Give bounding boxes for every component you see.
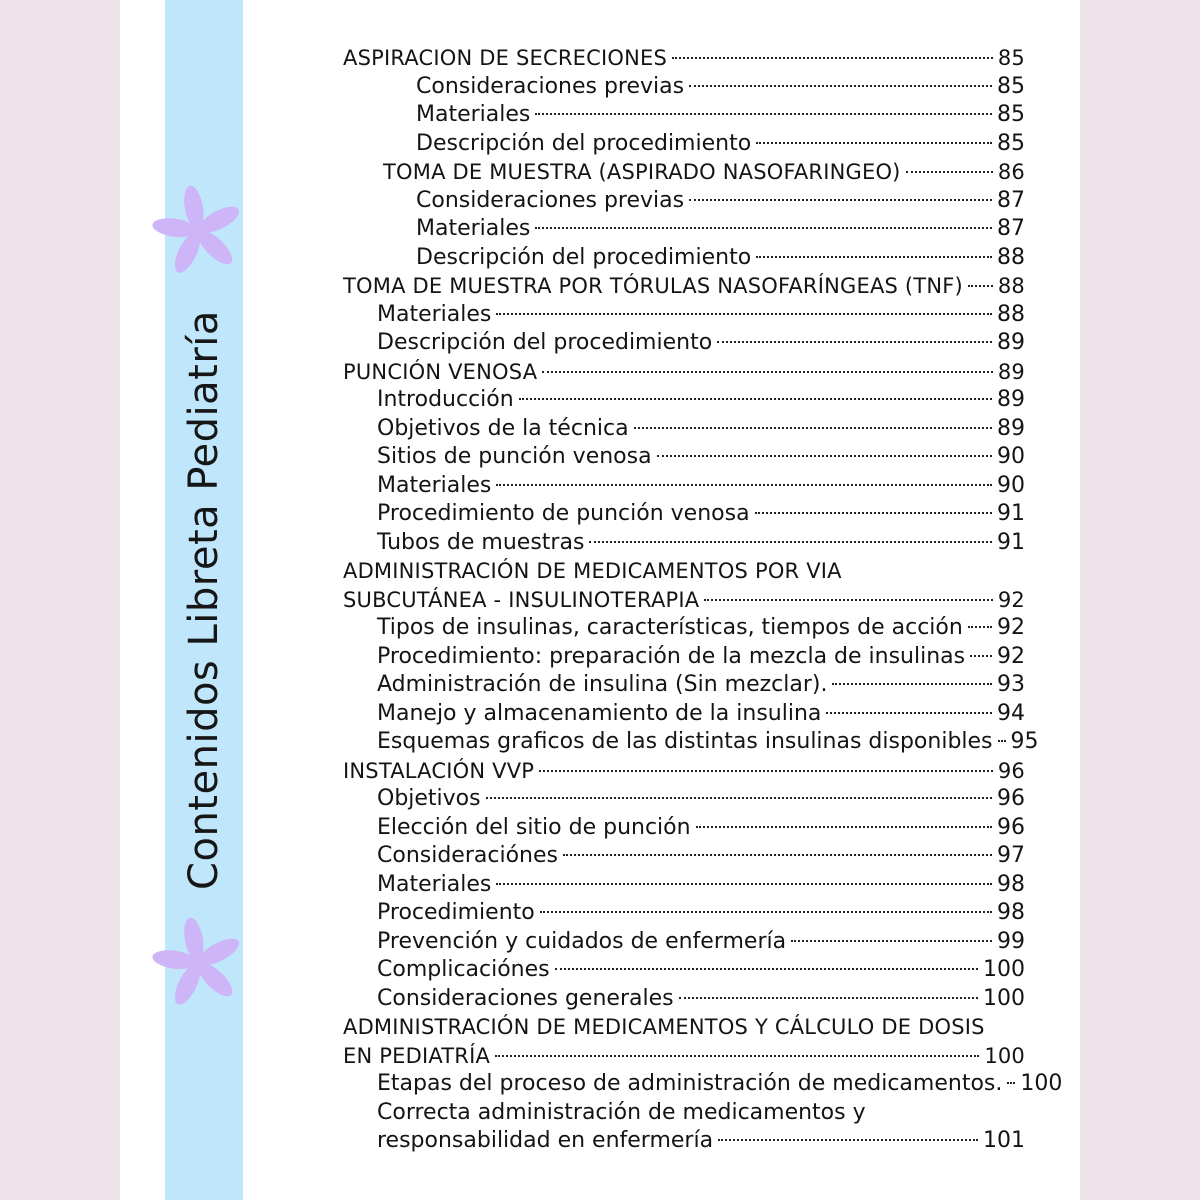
toc-entry-page: 89 — [997, 359, 1025, 384]
dot-leader — [826, 712, 992, 714]
toc-entry-title: TOMA DE MUESTRA POR TÓRULAS NASOFARÍNGEAS (TNF) — [343, 274, 963, 298]
toc-entry — [343, 1099, 1025, 1128]
toc-entry — [343, 928, 1025, 957]
toc-entry-title: Procedimiento — [377, 900, 535, 925]
toc-entry — [343, 500, 1025, 529]
dot-leader — [496, 313, 992, 315]
toc-entry-title: SUBCUTÁNEA - INSULINOTERAPIA — [343, 587, 700, 612]
toc-entry-page: 85 — [997, 73, 1025, 99]
toc-entry — [343, 785, 1025, 814]
toc-entry — [343, 614, 1025, 643]
toc-entry-page: 85 — [997, 46, 1025, 70]
toc-entry — [343, 386, 1025, 415]
dot-leader — [540, 911, 992, 913]
dot-leader — [970, 655, 992, 657]
dot-leader — [657, 455, 992, 457]
toc-entry — [343, 187, 1025, 216]
dot-leader — [496, 484, 992, 486]
toc-entry-page: 100 — [1020, 1071, 1063, 1096]
dot-leader — [539, 770, 993, 772]
toc-entry — [343, 44, 1025, 73]
toc-entry-title: Sitios de punción venosa — [377, 444, 652, 469]
toc-entry — [343, 272, 1025, 301]
toc-entry-title: Materiales — [377, 301, 492, 327]
toc-entry-page: 85 — [997, 102, 1025, 127]
toc-entry-page: 96 — [997, 758, 1025, 783]
toc-entry — [343, 1070, 1063, 1099]
dot-leader — [696, 826, 992, 828]
toc-entry-page: 87 — [997, 216, 1025, 241]
dot-leader — [496, 883, 992, 885]
toc-entry — [343, 215, 1025, 244]
toc-entry-title: Esquemas graficos de las distintas insulinas disponibles — [377, 729, 993, 754]
toc-entry-page: 100 — [984, 1043, 1025, 1068]
flower-icon — [150, 183, 246, 279]
toc-entry-page: 101 — [983, 1128, 1025, 1153]
toc-entry-page: 94 — [997, 700, 1025, 726]
toc-entry — [343, 1013, 1025, 1042]
dot-leader — [589, 541, 992, 543]
toc-entry — [343, 557, 1025, 586]
toc-entry-title: Procedimiento de punción venosa — [377, 501, 750, 526]
dot-leader — [555, 968, 978, 970]
toc-entry — [343, 130, 1025, 159]
dot-leader — [672, 57, 993, 59]
toc-entry-title: Materiales — [377, 472, 492, 498]
toc-entry-page: 90 — [997, 444, 1025, 469]
toc-entry-title: Complicaciónes — [377, 957, 550, 982]
toc-entry-page: 85 — [997, 130, 1025, 156]
dot-leader — [634, 427, 992, 429]
toc-entry-page: 93 — [997, 672, 1025, 697]
toc-entry-page: 87 — [997, 187, 1025, 213]
dot-leader — [486, 797, 992, 799]
toc-entry-page: 100 — [983, 985, 1025, 1011]
dot-leader — [998, 740, 1006, 742]
toc-entry-page: 91 — [997, 501, 1025, 526]
toc-entry — [343, 244, 1025, 273]
side-title: Contenidos Libreta Pediatría — [181, 310, 227, 890]
toc-entry — [343, 956, 1025, 985]
toc-entry-title: Objetivos — [377, 786, 481, 811]
toc-entry-title: Materiales — [416, 216, 531, 241]
toc-entry — [343, 529, 1025, 558]
toc-entry-page: 88 — [997, 244, 1025, 270]
toc-entry-title: Correcta administración de medicamentos y — [377, 1099, 866, 1125]
toc-entry-page: 89 — [997, 330, 1025, 355]
dot-leader — [756, 256, 992, 258]
toc-entry-title: Manejo y almacenamiento de la insulina — [377, 700, 822, 726]
dot-leader — [968, 626, 992, 628]
toc-entry — [343, 643, 1025, 672]
toc-entry — [343, 158, 1025, 187]
toc-entry — [343, 985, 1025, 1014]
toc-entry-page: 90 — [997, 472, 1025, 498]
toc-entry-page: 98 — [997, 900, 1025, 925]
dot-leader — [717, 341, 992, 343]
dot-leader — [718, 1139, 978, 1141]
dot-leader — [756, 142, 992, 144]
dot-leader — [755, 512, 992, 514]
toc-entry-title: Prevención y cuidados de enfermería — [377, 928, 787, 954]
toc-entry-title: Introducción — [377, 387, 514, 412]
toc-entry-title: Tipos de insulinas, características, tiempos de acción — [377, 615, 963, 640]
toc-entry — [343, 443, 1025, 472]
toc-entry-page: 86 — [997, 160, 1025, 184]
toc-entry-page: 89 — [997, 415, 1025, 441]
toc-entry — [343, 700, 1025, 729]
toc-entry — [343, 899, 1025, 928]
dot-leader — [704, 599, 993, 601]
toc-entry-title: Etapas del proceso de administración de medicamentos. — [377, 1071, 1003, 1096]
toc-entry-page: 100 — [983, 957, 1025, 982]
toc-entry-title: ASPIRACION DE SECRECIONES — [343, 46, 667, 70]
toc-entry-page: 98 — [997, 871, 1025, 897]
toc-entry-page: 96 — [997, 786, 1025, 811]
toc-entry-page: 88 — [997, 274, 1025, 298]
toc-entry — [343, 871, 1025, 900]
toc-entry — [343, 1042, 1025, 1071]
toc-entry-title: Descripción del procedimiento — [377, 330, 713, 355]
dot-leader — [689, 85, 992, 87]
dot-leader — [535, 113, 992, 115]
toc-entry-title: ADMINISTRACIÓN DE MEDICAMENTOS Y CÁLCULO DE DOSIS — [343, 1015, 985, 1039]
toc-entry-page: 95 — [1010, 729, 1039, 754]
toc-entry-title: Consideraciones previas — [416, 187, 685, 213]
toc-entry-title: Objetivos de la técnica — [377, 415, 629, 441]
toc-entry-title: PUNCIÓN VENOSA — [343, 359, 538, 384]
dot-leader — [968, 285, 993, 287]
toc-entry-page: 92 — [997, 615, 1025, 640]
toc-entry — [343, 586, 1025, 615]
toc-entry-title: Descripción del procedimiento — [416, 130, 752, 156]
toc-entry — [343, 472, 1025, 501]
toc-entry-page: 92 — [997, 643, 1025, 669]
toc-entry — [343, 329, 1025, 358]
toc-entry-page: 91 — [997, 529, 1025, 555]
toc-entry-title: Tubos de muestras — [377, 529, 585, 555]
dot-leader — [791, 940, 992, 942]
dot-leader — [563, 854, 992, 856]
toc-entry-title: Consideraciones generales — [377, 985, 674, 1011]
toc-entry-title: Consideraciónes — [377, 843, 558, 868]
toc-entry-page: 92 — [997, 587, 1025, 612]
toc-entry — [343, 1127, 1025, 1156]
toc-entry-title: INSTALACIÓN VVP — [343, 758, 535, 783]
toc-entry-title: TOMA DE MUESTRA (ASPIRADO NASOFARINGEO) — [383, 160, 901, 184]
toc-entry-page: 89 — [997, 387, 1025, 412]
dot-leader — [679, 997, 978, 999]
dot-leader — [542, 371, 993, 373]
dot-leader — [906, 171, 993, 173]
toc-entry-title: Descripción del procedimiento — [416, 244, 752, 270]
dot-leader — [832, 683, 992, 685]
toc-entry — [343, 358, 1025, 387]
toc-entry — [343, 101, 1025, 130]
toc-entry-page: 96 — [997, 814, 1025, 840]
dot-leader — [519, 398, 992, 400]
toc-entry — [343, 671, 1025, 700]
dot-leader — [689, 199, 992, 201]
flower-icon — [150, 915, 246, 1011]
toc-entry-title: EN PEDIATRÍA — [343, 1043, 491, 1068]
toc-entry-title: Procedimiento: preparación de la mezcla de insulinas — [377, 643, 966, 669]
toc-entry-title: Materiales — [377, 871, 492, 897]
toc-entry — [343, 73, 1025, 102]
toc-entry — [343, 814, 1025, 843]
toc-entry — [343, 757, 1025, 786]
toc-entry-page: 99 — [997, 928, 1025, 954]
toc-entry-page: 88 — [997, 301, 1025, 327]
toc-entry-title: Consideraciones previas — [416, 73, 685, 99]
table-of-contents — [343, 44, 1063, 1156]
toc-entry — [343, 842, 1025, 871]
toc-entry — [343, 415, 1025, 444]
dot-leader — [535, 227, 992, 229]
toc-entry — [343, 728, 1039, 757]
toc-entry-title: responsabilidad en enfermería — [377, 1128, 714, 1153]
toc-entry-title: Materiales — [416, 102, 531, 127]
toc-entry-page: 97 — [997, 843, 1025, 868]
toc-entry-title: Administración de insulina (Sin mezclar). — [377, 672, 828, 697]
toc-entry-title: ADMINISTRACIÓN DE MEDICAMENTOS POR VIA — [343, 559, 842, 583]
dot-leader — [1007, 1082, 1015, 1084]
dot-leader — [495, 1055, 979, 1057]
toc-entry-title: Elección del sitio de punción — [377, 814, 691, 840]
toc-entry — [343, 301, 1025, 330]
